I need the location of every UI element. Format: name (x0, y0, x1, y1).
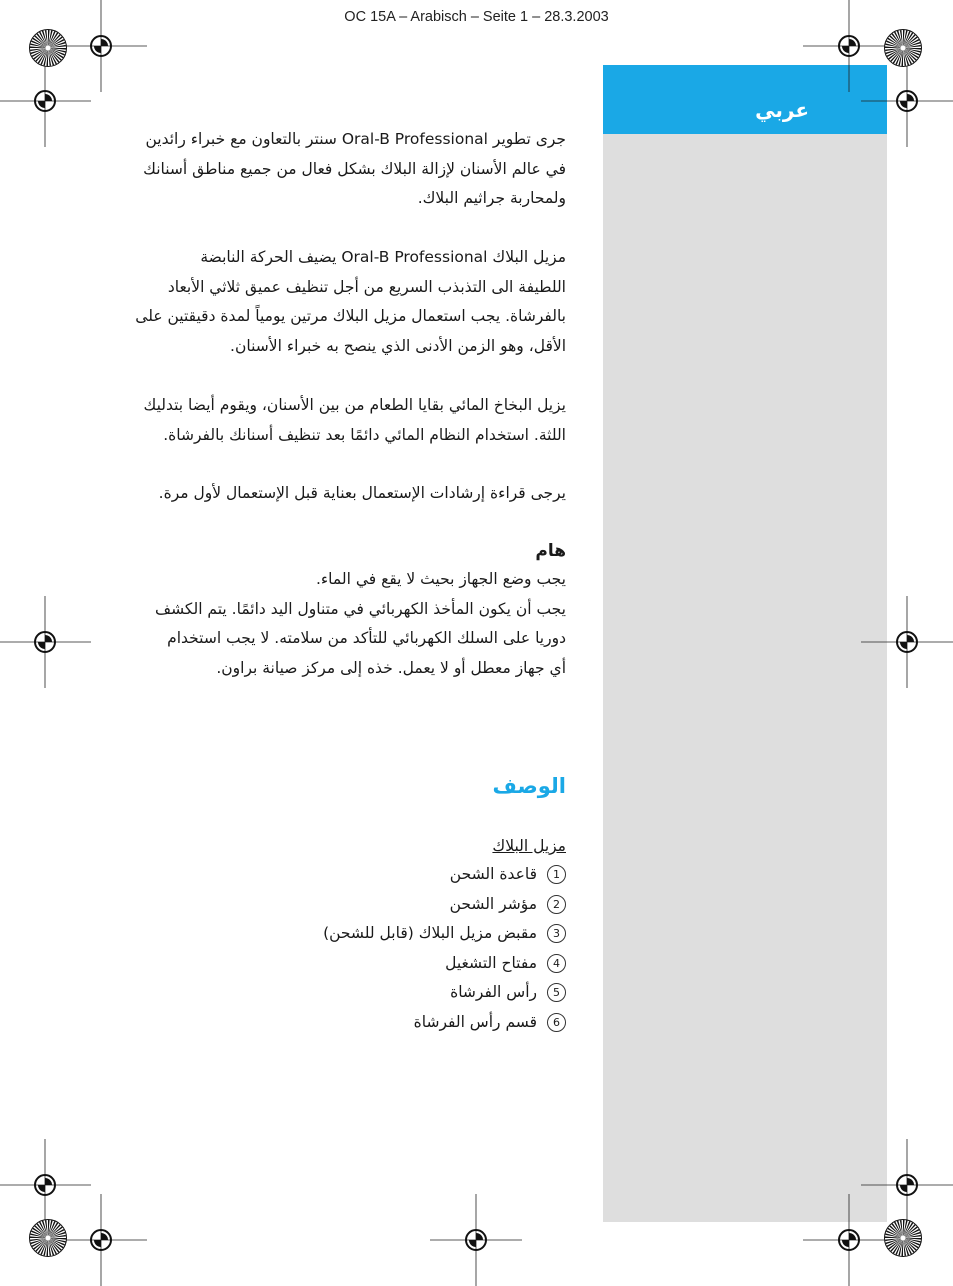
page-header: OC 15A – Arabisch – Seite 1 – 28.3.2003 (344, 9, 609, 25)
text-line: اللطيفة الى التذبذب السريع من أجل تنظيف عميق ثلاثي الأبعاد (167, 277, 566, 296)
text-line: اللثة. استخدام النظام المائي دائمًا بعد تنظيف أسنانك بالفرشاة. (163, 425, 566, 444)
item-number: 3 (547, 924, 566, 943)
list-item (130, 890, 566, 920)
item-label: مؤشر الشحن (449, 894, 537, 913)
description-section (130, 772, 566, 800)
item-label: رأس الفرشاة (450, 983, 537, 1001)
list-item (130, 919, 566, 949)
item-label: قسم رأس الفرشاة (413, 1012, 537, 1031)
item-number: 1 (547, 865, 566, 884)
text-line: ولمحاربة جراثيم البلاك. (417, 189, 566, 207)
item-number: 6 (547, 1013, 566, 1032)
text-line: يجب أن يكون المأخذ الكهربائي في متناول اليد دائمًا. يتم الكشف (155, 599, 566, 618)
list-item (130, 978, 566, 1008)
item-label: مقبض مزيل البلاك (قابل للشحن) (323, 924, 537, 942)
text-line: أي جهاز معطل أو لا يعمل. خذه إلى مركز صيانة براون. (216, 658, 566, 677)
intro-paragraph (130, 125, 566, 214)
list-item (130, 949, 566, 979)
plaque-remover-paragraph (130, 243, 566, 361)
text-line: في عالم الأسنان لإزالة البلاك بشكل فعال من جميع مناطق أسنانك (143, 159, 566, 178)
text-line: يجب وضع الجهاز بحيث لا يقع في الماء. (315, 570, 566, 588)
sidebar-panel (603, 65, 887, 1222)
text-line: جرى تطوير Oral-B Professional سنتر بالتعاون مع خبراء رائدين (145, 130, 566, 148)
item-label: مفتاح التشغيل (445, 953, 537, 972)
item-label: قاعدة الشحن (449, 865, 537, 883)
important-section (130, 537, 566, 683)
read-instructions-paragraph (130, 479, 566, 509)
starburst-mark-icon (884, 29, 922, 67)
language-tab-label: عربي (755, 98, 809, 122)
important-heading: هام (535, 541, 566, 561)
list-item (130, 860, 566, 890)
parts-subheading: مزيل البلاك (492, 837, 566, 855)
text-line: بالفرشاة. يجب استعمال مزيل البلاك مرتين يومياً لمدة دقيقتين على (135, 307, 566, 325)
water-jet-paragraph (130, 391, 566, 450)
item-number: 2 (547, 895, 566, 914)
item-number: 5 (547, 983, 566, 1002)
list-item (130, 1008, 566, 1038)
text-line: الأقل، وهو الزمن الأدنى الذي ينصح به خبراء الأسنان. (230, 336, 566, 355)
parts-list (130, 832, 566, 1037)
starburst-mark-icon (29, 29, 67, 67)
text-line: يزيل البخاخ المائي بقايا الطعام من بين الأسنان، ويقوم أيضا بتدليك (143, 396, 566, 414)
text-line: دوريا على السلك الكهربائي للتأكد من سلامته. لا يجب استخدام (167, 629, 566, 647)
starburst-mark-icon (884, 1219, 922, 1257)
starburst-mark-icon (29, 1219, 67, 1257)
text-line: يرجى قراءة إرشادات الإستعمال بعناية قبل الإستعمال لأول مرة. (158, 484, 566, 502)
item-number: 4 (547, 954, 566, 973)
text-line: مزيل البلاك Oral-B Professional يضيف الحركة النابضة (200, 248, 566, 266)
section-title: الوصف (492, 774, 566, 798)
